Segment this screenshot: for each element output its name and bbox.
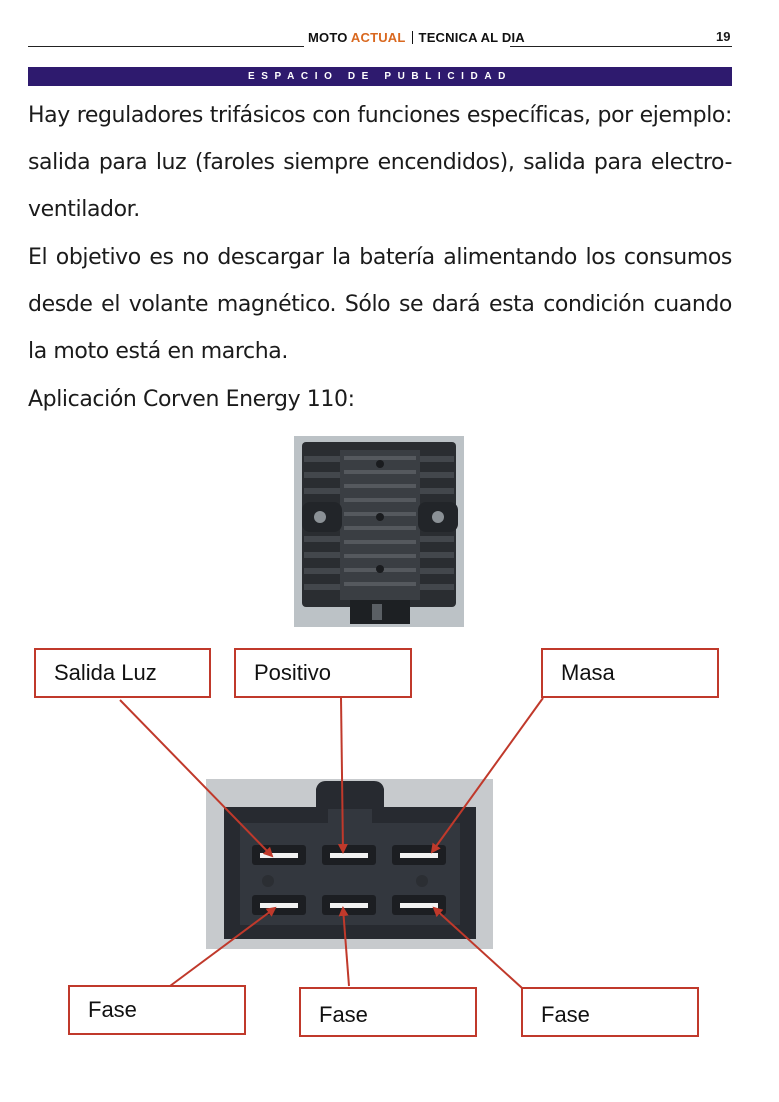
header-separator — [412, 31, 413, 44]
header-title — [308, 30, 525, 45]
section-name: TECNICA AL DIA — [418, 30, 525, 45]
header-rule-right — [510, 46, 732, 47]
paragraph-objective: El objetivo es no descargar la batería alimentando los consumos desde el volante magnético. Sólo se dará esta condición cuando la moto está en marcha. — [28, 245, 732, 364]
label-masa: Masa — [541, 648, 719, 698]
paragraph-intro: Hay reguladores trifásicos con funciones específicas, por ejemplo: salida para luz (faroles siempre encendidos), salida para electro-ventilador. — [28, 103, 732, 222]
label-fase-right: Fase — [521, 987, 699, 1037]
brand-actual: ACTUAL — [350, 30, 406, 45]
connector-photo — [206, 779, 493, 949]
label-positivo: Positivo — [234, 648, 412, 698]
label-fase-center: Fase — [299, 987, 477, 1037]
label-fase-left: Fase — [68, 985, 246, 1035]
header-rule-left — [28, 46, 304, 47]
brand-moto: MOTO — [308, 30, 348, 45]
advertising-banner: ESPACIO DE PUBLICIDAD — [28, 67, 732, 86]
regulator-photo — [294, 436, 464, 627]
paragraph-application: Aplicación Corven Energy 110: — [28, 387, 355, 412]
label-salida-luz: Salida Luz — [34, 648, 211, 698]
page-number: 19 — [716, 29, 731, 44]
